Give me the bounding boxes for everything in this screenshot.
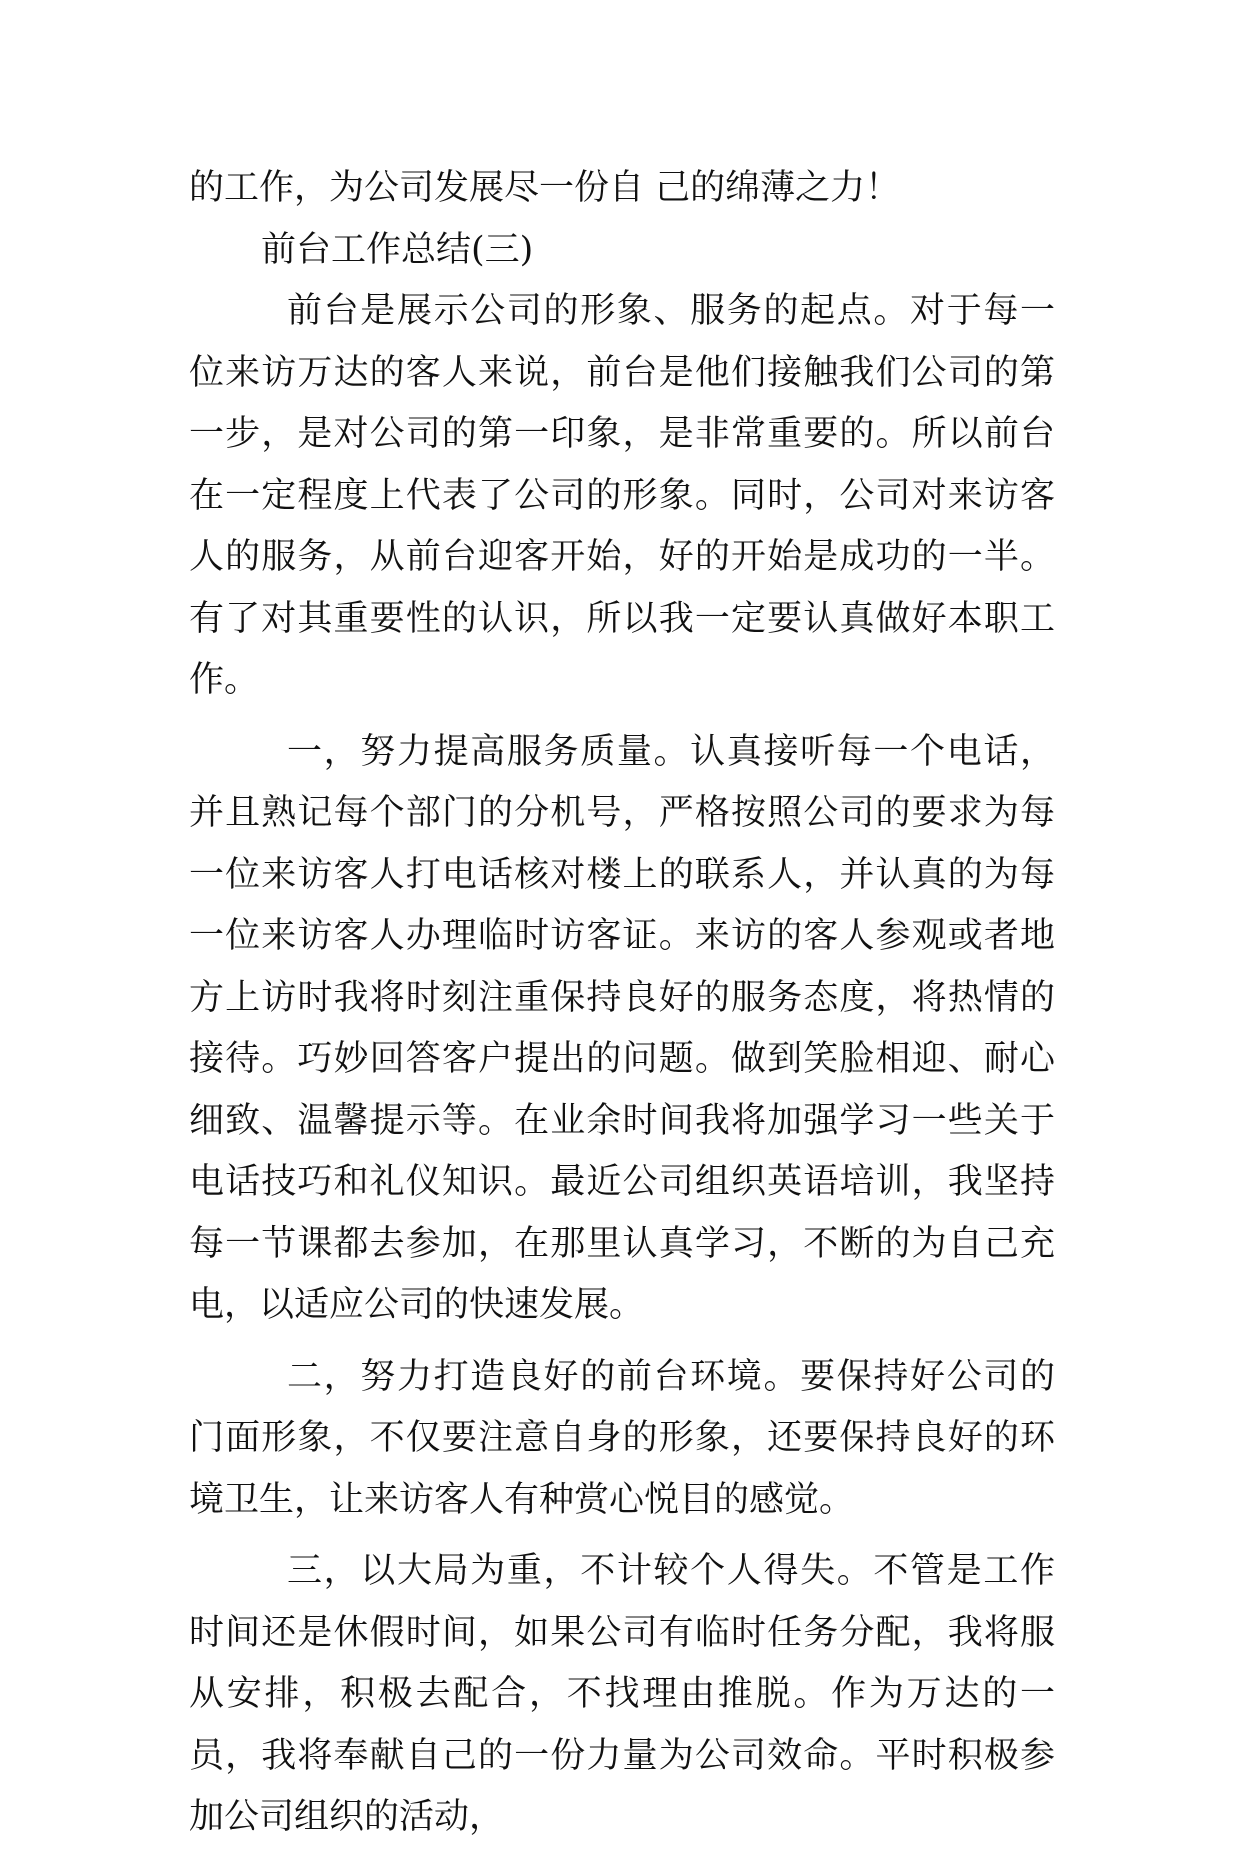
section-title: 前台工作总结(三) [261, 229, 534, 270]
document-page [189, 158, 1055, 1849]
opening-line: 的工作，为公司发展尽一份自 己的绵薄之力！ [189, 168, 901, 208]
paragraph-point-two: 二，努力打造良好的前台环境。要保持好公司的门面形象，不仅要注意自身的形象，还要保持良好的环境卫生，让来访客人有种赏心悦目的感觉。 [189, 1356, 1055, 1520]
paragraph-point-three: 三，以大局为重，不计较个人得失。不管是工作时间还是休假时间，如果公司有临时任务分配，我将服从安排，积极去配合，不找理由推脱。作为万达的一员，我将奉献自己的一份力量为公司效命。平时积极参加公司组织的活动， [189, 1551, 1055, 1837]
paragraph-point-one: 一，努力提高服务质量。认真接听每一个电话，并且熟记每个部门的分机号，严格按照公司的要求为每一位来访客人打电话核对楼上的联系人，并认真的为每一位来访客人办理临时访客证。来访的客人参观或者地方上访时我将时刻注重保持良好的服务态度，将热情的接待。巧妙回答客户提出的问题。做到笑脸相迎、耐心细致、温馨提示等。在业余时间我将加强学习一些关于电话技巧和礼仪知识。最近公司组织英语培训，我坚持每一节课都去参加，在那里认真学习，不断的为自己充电，以适应公司的快速发展。 [189, 731, 1055, 1325]
paragraph-intro: 前台是展示公司的形象、服务的起点。对于每一位来访万达的客人来说，前台是他们接触我们公司的第一步，是对公司的第一印象，是非常重要的。所以前台在一定程度上代表了公司的形象。同时，公司对来访客人的服务，从前台迎客开始，好的开始是成功的一半。有了对其重要性的认识，所以我一定要认真做好本职工作。 [189, 291, 1055, 700]
